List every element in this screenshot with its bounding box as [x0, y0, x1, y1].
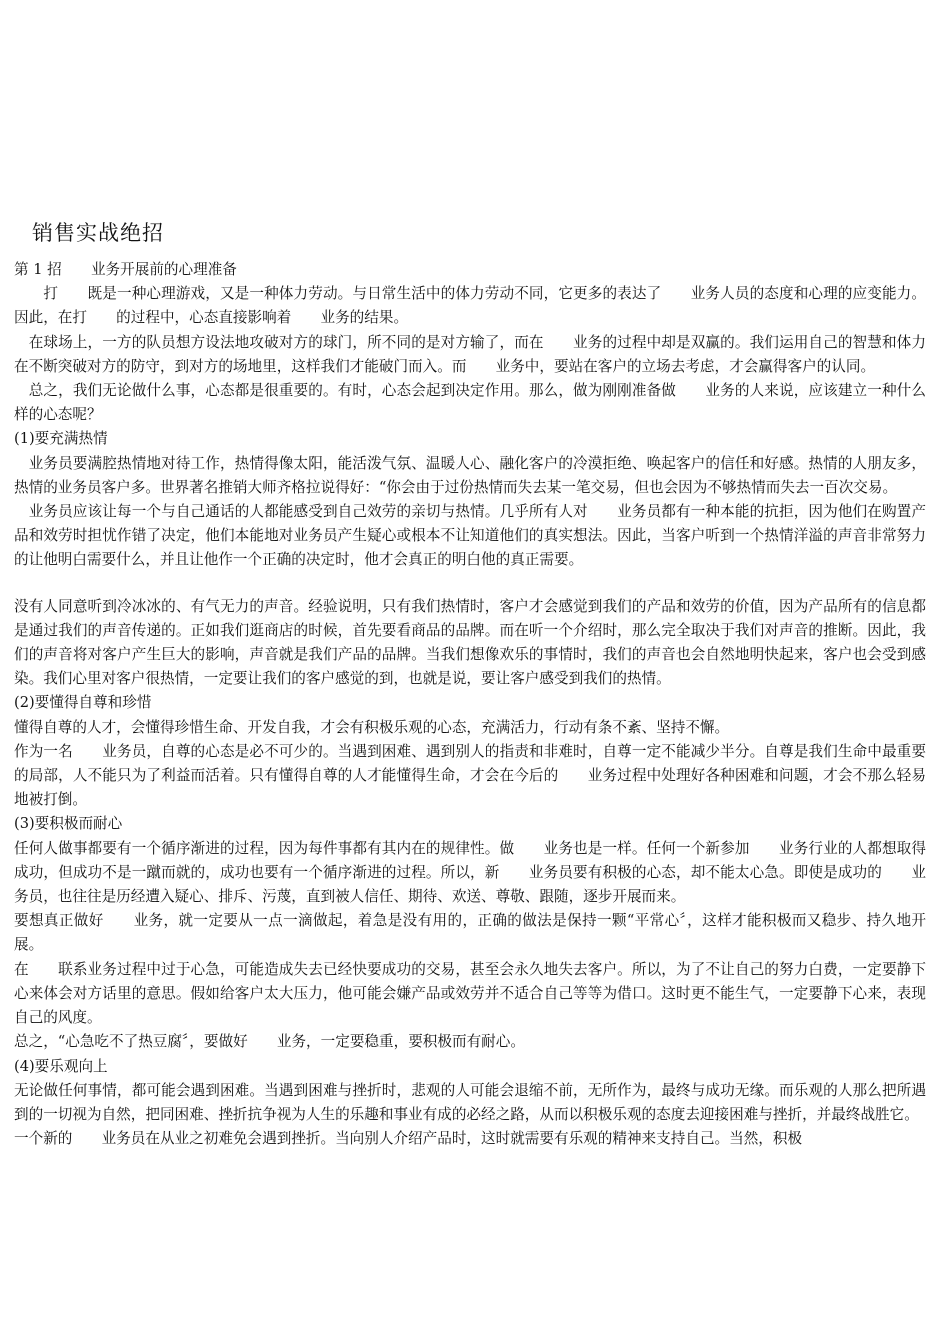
paragraph: 无论做任何事情，都可能会遇到困难。当遇到困难与挫折时，悲观的人可能会退缩不前，无所作为，最终与成功无缘。而乐观的人那么把所遇到的一切视为自然，把同困难、挫折抗争视为人生的乐趣和事业有成的必经之路，从而以积极乐观的态度去迎接困难与挫折，并最终战胜它。 — [14, 1081, 926, 1123]
paragraph: 在 联系业务过程中过于心急，可能造成失去已经快要成功的交易，甚至会永久地失去客户。所以，为了不让自己的努力白费，一定要静下心来体会对方话里的意思。假如给客户太大压力，他可能会嫌产品或效劳并不适合自己等等为借口。这时更不能生气，一定要静下心来，表现自己的风度。 — [14, 960, 926, 1027]
document-title: 销售实战绝招 — [32, 221, 164, 245]
paragraph: 要想真正做好 业务，就一定要从一点一滴做起，着急是没有用的，正确的做法是保持一颗“平常心〞，这样才能积极而又稳步、持久地开展。 — [14, 912, 926, 954]
paragraph: 总之，我们无论做什么事，心态都是很重要的。有时，心态会起到决定作用。那么，做为刚刚准备做 业务的人来说，应该建立一种什么样的心态呢？ — [14, 382, 926, 424]
document-body — [14, 258, 926, 1151]
paragraph: 作为一名 业务员，自尊的心态是必不可少的。当遇到困难、遇到别人的指责和非难时，自尊一定不能减少半分。自尊是我们生命中最重要的局部，人不能只为了利益而活着。只有懂得自尊的人才能懂得生命，才会在今后的 业务过程中处理好各种困难和问题，才会不那么轻易地被打倒。 — [14, 742, 926, 809]
paragraph: 业务员应该让每一个与自己通话的人都能感受到自己效劳的亲切与热情。几乎所有人对 业务员都有一种本能的抗拒，因为他们在购置产品和效劳时担忧作错了决定，他们本能地对业务员产生疑心或根本不让知道他们的真实想法。因此，当客户听到一个热情洋溢的声音非常努力的让他明白需要什么，并且让他作一个正确的决定时，他才会真正的明白他的真正需要。 — [14, 503, 926, 569]
paragraph: 任何人做事都要有一个循序渐进的过程，因为每件事都有其内在的规律性。做 业务也是一样。任何一个新参加 业务行业的人都想取得成功，但成功不是一蹴而就的，成功也要有一个循序渐进的过程。所以，新 业务员要有积极的心态，却不能太心急。即使是成功的 业务员，也往往是历经遭入疑心、排斥、污蔑，直到被人信任、期待、欢送、尊敬、跟随，逐步开展而来。 — [14, 839, 926, 906]
subsection-heading: (1)要充满热情 — [14, 430, 108, 448]
subsection-heading: (4)要乐观向上 — [14, 1057, 108, 1075]
paragraph: 业务员要满腔热情地对待工作，热情得像太阳，能活泼气氛、温暖人心、融化客户的冷漠拒绝、唤起客户的信任和好感。热情的人朋友多，热情的业务员客户多。世界著名推销大师齐格拉说得好：“你会由于过份热情而失去某一笔交易，但也会因为不够热情而失去一百次交易。 — [14, 454, 926, 496]
section-heading: 第 1 招 业务开展前的心理准备 — [14, 261, 237, 278]
paragraph: 一个新的 业务员在从业之初难免会遇到挫折。当向别人介绍产品时，这时就需要有乐观的精神来支持自己。当然，积极 — [14, 1130, 803, 1148]
paragraph: 懂得自尊的人才，会懂得珍惜生命、开发自我，才会有积极乐观的心态，充满活力，行动有条不紊、坚持不懈。 — [14, 718, 730, 736]
subsection-heading: (3)要积极而耐心 — [14, 815, 123, 833]
subsection-heading: (2)要懂得自尊和珍惜 — [14, 694, 152, 712]
paragraph: 没有人同意听到冷冰冰的、有气无力的声音。经验说明，只有我们热情时，客户才会感觉到我们的产品和效劳的价值，因为产品所有的信息都是通过我们的声音传递的。正如我们逛商店的时候，首先要看商品的品牌。而在听一个介绍时，那么完全取决于我们对声音的推断。因此，我们的声音将对客户产生巨大的影响，声音就是我们产品的品牌。当我们想像欢乐的事情时，我们的声音也会自然地明快起来，客户也会受到感染。我们心里对客户很热情，一定要让我们的客户感觉的到，也就是说，要让客户感受到我们的热情。 — [14, 597, 926, 688]
paragraph: 打 既是一种心理游戏，又是一种体力劳动。与日常生活中的体力劳动不同，它更多的表达了 业务人员的态度和心理的应变能力。因此，在打 的过程中，心态直接影响着 业务的结果。 — [14, 285, 926, 327]
paragraph: 总之，“心急吃不了热豆腐〞，要做好 业务，一定要稳重，要积极而有耐心。 — [14, 1033, 525, 1051]
paragraph: 在球场上，一方的队员想方设法地攻破对方的球门，所不同的是对方输了，而在 业务的过程中却是双赢的。我们运用自己的智慧和体力在不断突破对方的防守，到对方的场地里，这样我们才能破门而入。而 业务中，要站在客户的立场去考虑，才会赢得客户的认同。 — [14, 333, 926, 375]
